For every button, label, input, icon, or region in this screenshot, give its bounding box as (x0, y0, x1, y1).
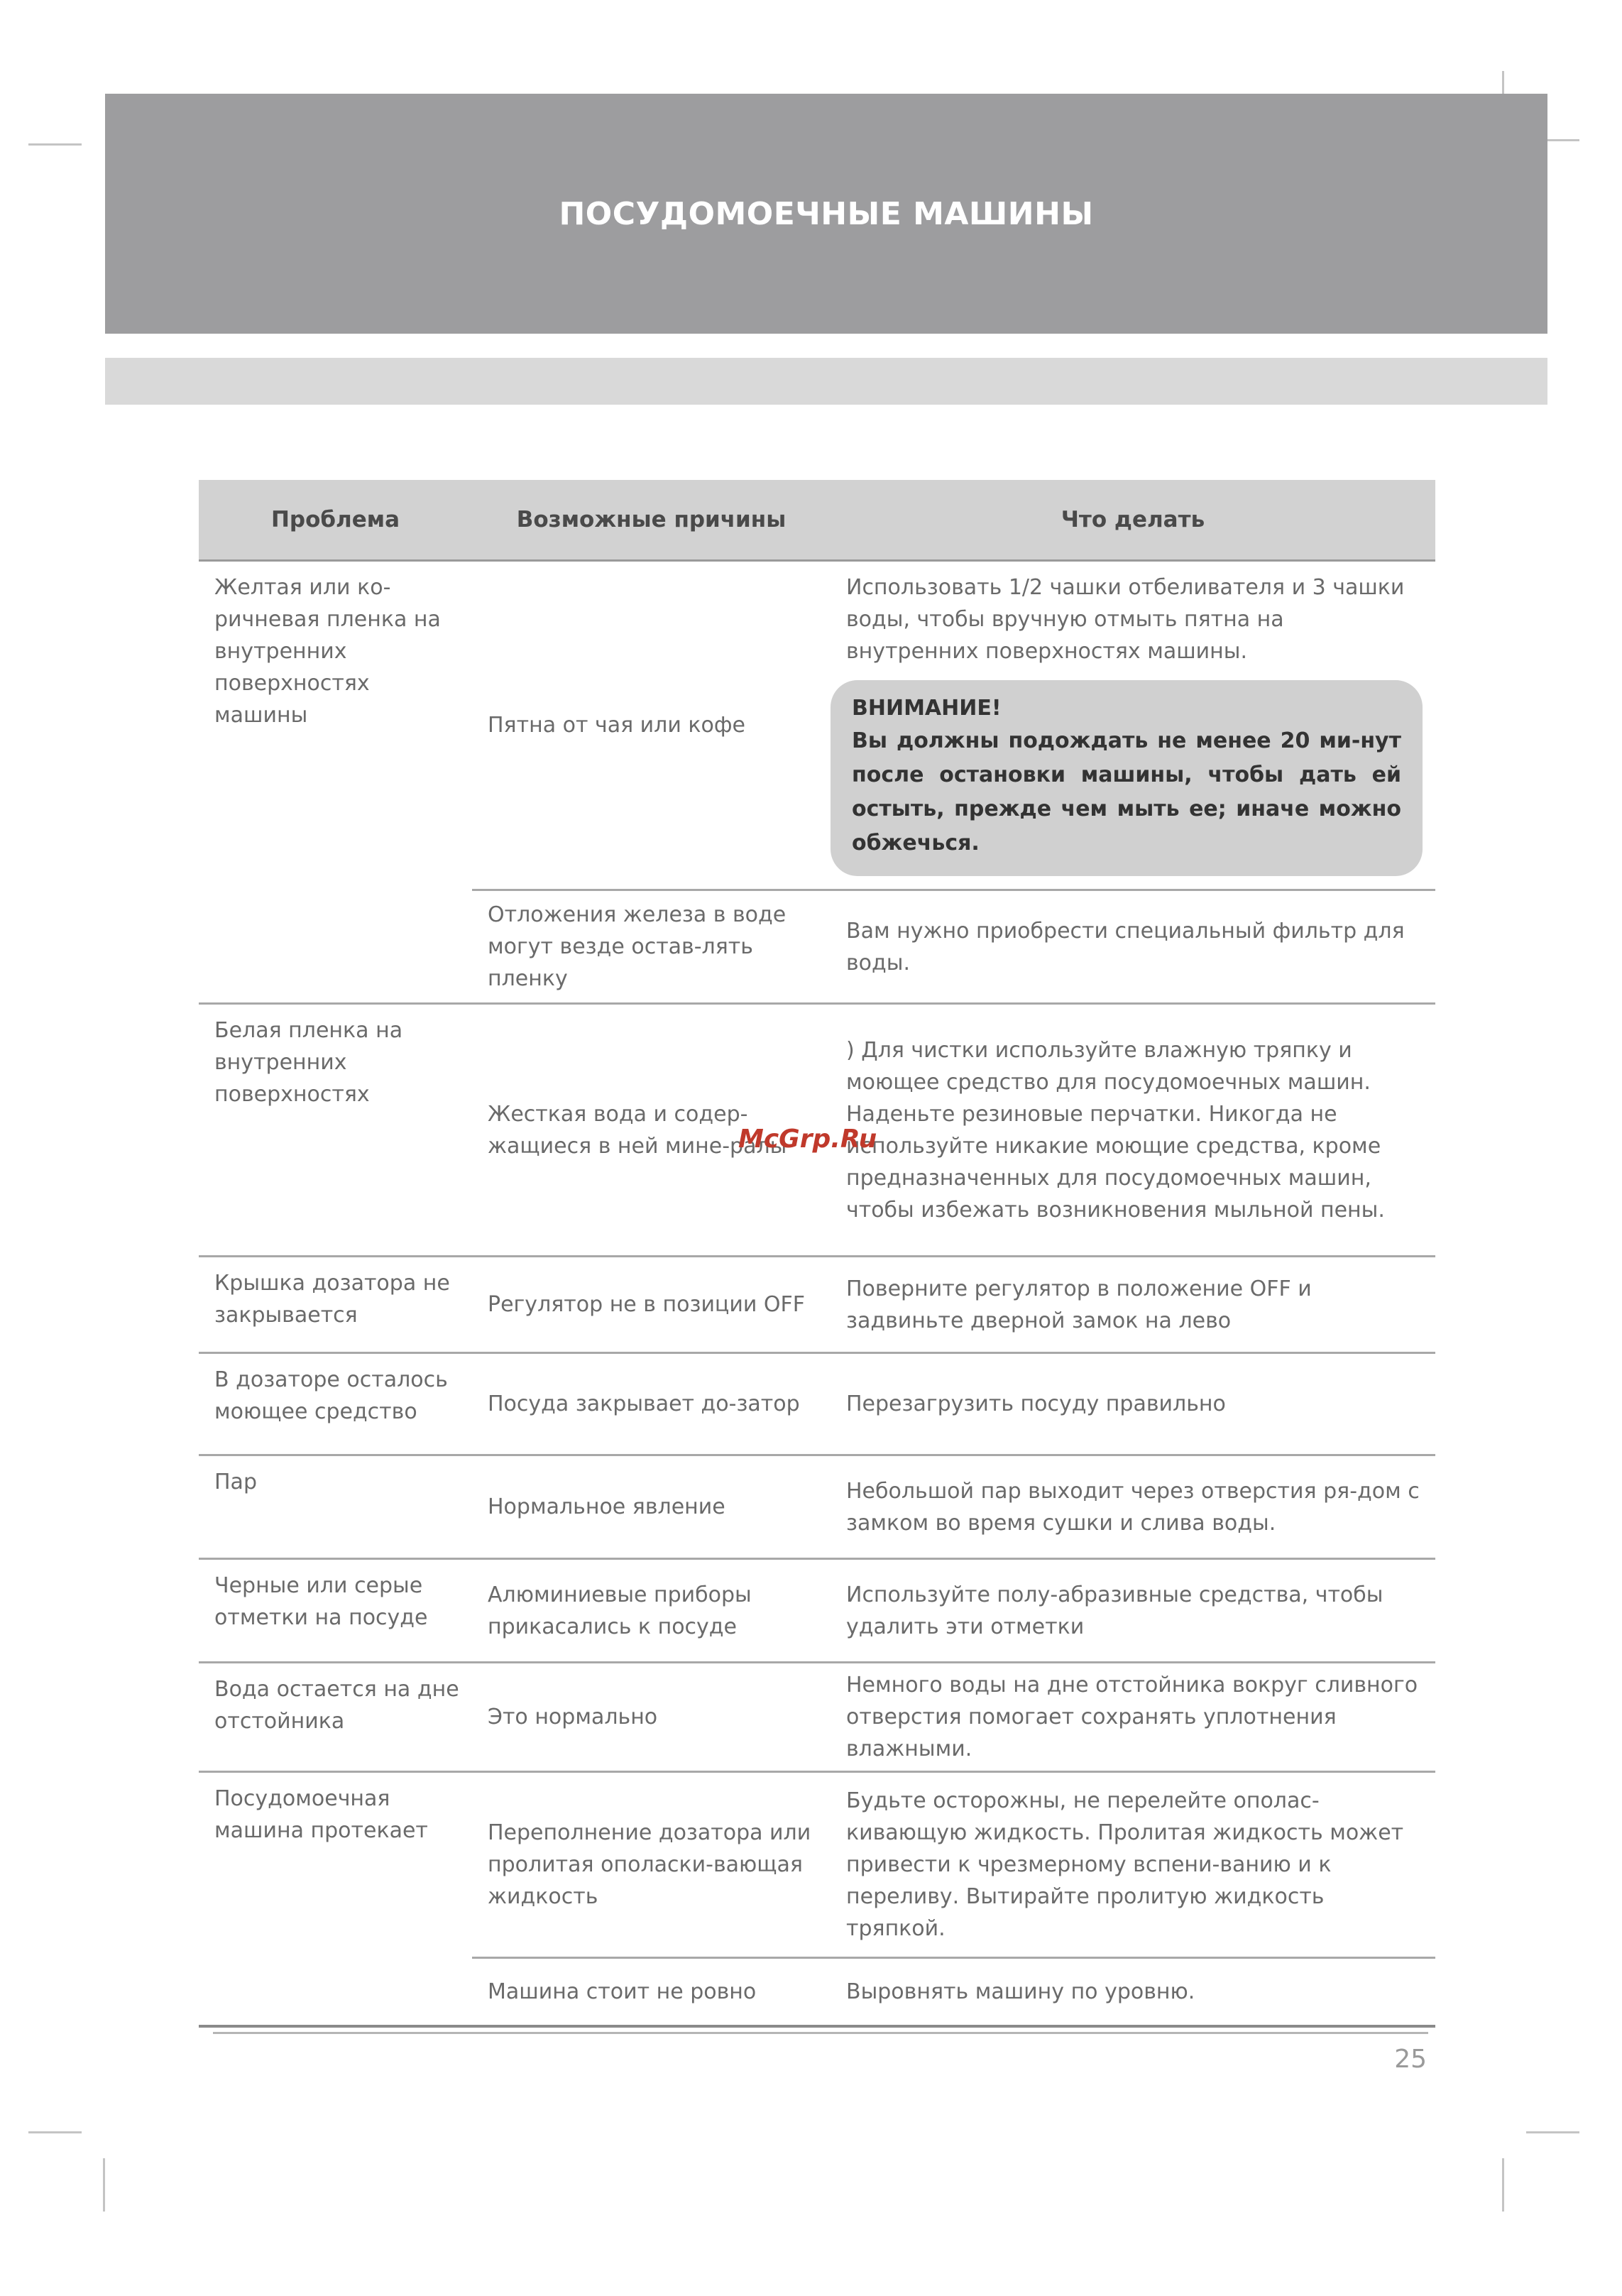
problem-cell: Посудомоечная машина протекает (214, 1786, 428, 1843)
table-row (199, 1663, 1435, 1772)
crop-mark (103, 2158, 105, 2212)
solution-cell (831, 561, 1435, 890)
cause-cell: Нормальное явление (472, 1455, 831, 1559)
cause-cell: Пятна от чая или кофе (472, 561, 831, 890)
cause-cell: Посуда закрывает до-затор (472, 1353, 831, 1455)
table-row (199, 561, 1435, 890)
solution-cell: Будьте осторожны, не перелейте ополас-кивающую жидкость. Пролитая жидкость может привести к чрезмерному вспени-ванию и к переливу. Вытирайте пролитую жидкость тряпкой. (831, 1772, 1435, 1958)
column-header-solution: Что делать (831, 480, 1435, 561)
cause-cell: Переполнение дозатора или пролитая ополаски-вающая жидкость (472, 1772, 831, 1958)
header-band (105, 94, 1547, 334)
problem-cell (199, 1958, 472, 2026)
table-row (199, 1559, 1435, 1663)
solution-cell: ) Для чистки используйте влажную тряпку и моющее средство для посудомоечных машин. Наденьте резиновые перчатки. Никогда не используйте никакие моющие средства, кроме предназначенных для посудомоечных машин, чтобы избежать возникновения мыльной пены. (831, 1004, 1435, 1257)
warning-title: ВНИМАНИЕ! (852, 696, 1002, 721)
crop-mark (28, 143, 82, 146)
solution-cell: Выровнять машину по уровню. (831, 1958, 1435, 2026)
cause-cell: Алюминиевые приборы прикасались к посуде (472, 1559, 831, 1663)
problem-cell: Желтая или ко-ричневая пленка на внутренних поверхностях машины (214, 575, 441, 728)
table-row (199, 1958, 1435, 2026)
solution-cell: Вам нужно приобрести специальный фильтр для воды. (831, 890, 1435, 1004)
problem-cell: Белая пленка на внутренних поверхностях (199, 1004, 472, 1257)
problem-cell: Черные или серые отметки на посуде (199, 1559, 472, 1663)
solution-cell: Немного воды на дне отстойника вокруг сливного отверстия помогает сохранять уплотнения влажными. (831, 1663, 1435, 1772)
problem-cell (199, 890, 472, 1004)
problem-cell: В дозаторе осталось моющее средство (199, 1353, 472, 1455)
solution-cell: Используйте полу-абразивные средства, чтобы удалить эти отметки (831, 1559, 1435, 1663)
solution-cell: Перезагрузить посуду правильно (831, 1353, 1435, 1455)
table-row (199, 1257, 1435, 1353)
table-row (199, 1353, 1435, 1455)
column-header-causes: Возможные причины (472, 480, 831, 561)
cause-cell: Жесткая вода и содер-жащиеся в ней мине-ралы (472, 1004, 831, 1257)
problem-cell: Пар (199, 1455, 472, 1559)
warning-text: Вы должны подождать не менее 20 ми-нут после остановки машины, чтобы дать ей остыть, прежде чем мыть ее; иначе можно обжечься. (852, 728, 1401, 855)
problem-cell: Вода остается на дне отстойника (199, 1663, 472, 1772)
watermark-text: McGrp.Ru (738, 1125, 877, 1154)
page-title: ПОСУДОМОЕЧНЫЕ МАШИНЫ (559, 195, 1094, 232)
bottom-rule (213, 2032, 1428, 2034)
crop-mark (28, 2131, 82, 2133)
table-row (199, 1772, 1435, 1958)
solution-text: Использовать 1/2 чашки отбеливателя и 3 чашки воды, чтобы вручную отмыть пятна на внутренних поверхностях машины. (846, 575, 1405, 664)
troubleshooting-table (199, 480, 1435, 2028)
warning-box (831, 680, 1423, 876)
crop-mark (1526, 2131, 1579, 2133)
cause-cell: Регулятор не в позиции OFF (472, 1257, 831, 1353)
table-row (199, 890, 1435, 1004)
crop-mark (1502, 2158, 1504, 2212)
table-header-row (199, 480, 1435, 561)
table-row (199, 1455, 1435, 1559)
page-number: 25 (1394, 2045, 1427, 2074)
sub-header-band (105, 358, 1547, 405)
solution-cell: Поверните регулятор в положение OFF и задвиньте дверной замок на лево (831, 1257, 1435, 1353)
column-header-problem: Проблема (199, 480, 472, 561)
problem-cell: Крышка дозатора не закрывается (199, 1257, 472, 1353)
cause-cell: Это нормально (472, 1663, 831, 1772)
cause-cell: Отложения железа в воде могут везде остав-лять пленку (472, 890, 831, 1004)
solution-cell: Небольшой пар выходит через отверстия ря-дом с замком во время сушки и слива воды. (831, 1455, 1435, 1559)
cause-cell: Машина стоит не ровно (472, 1958, 831, 2026)
